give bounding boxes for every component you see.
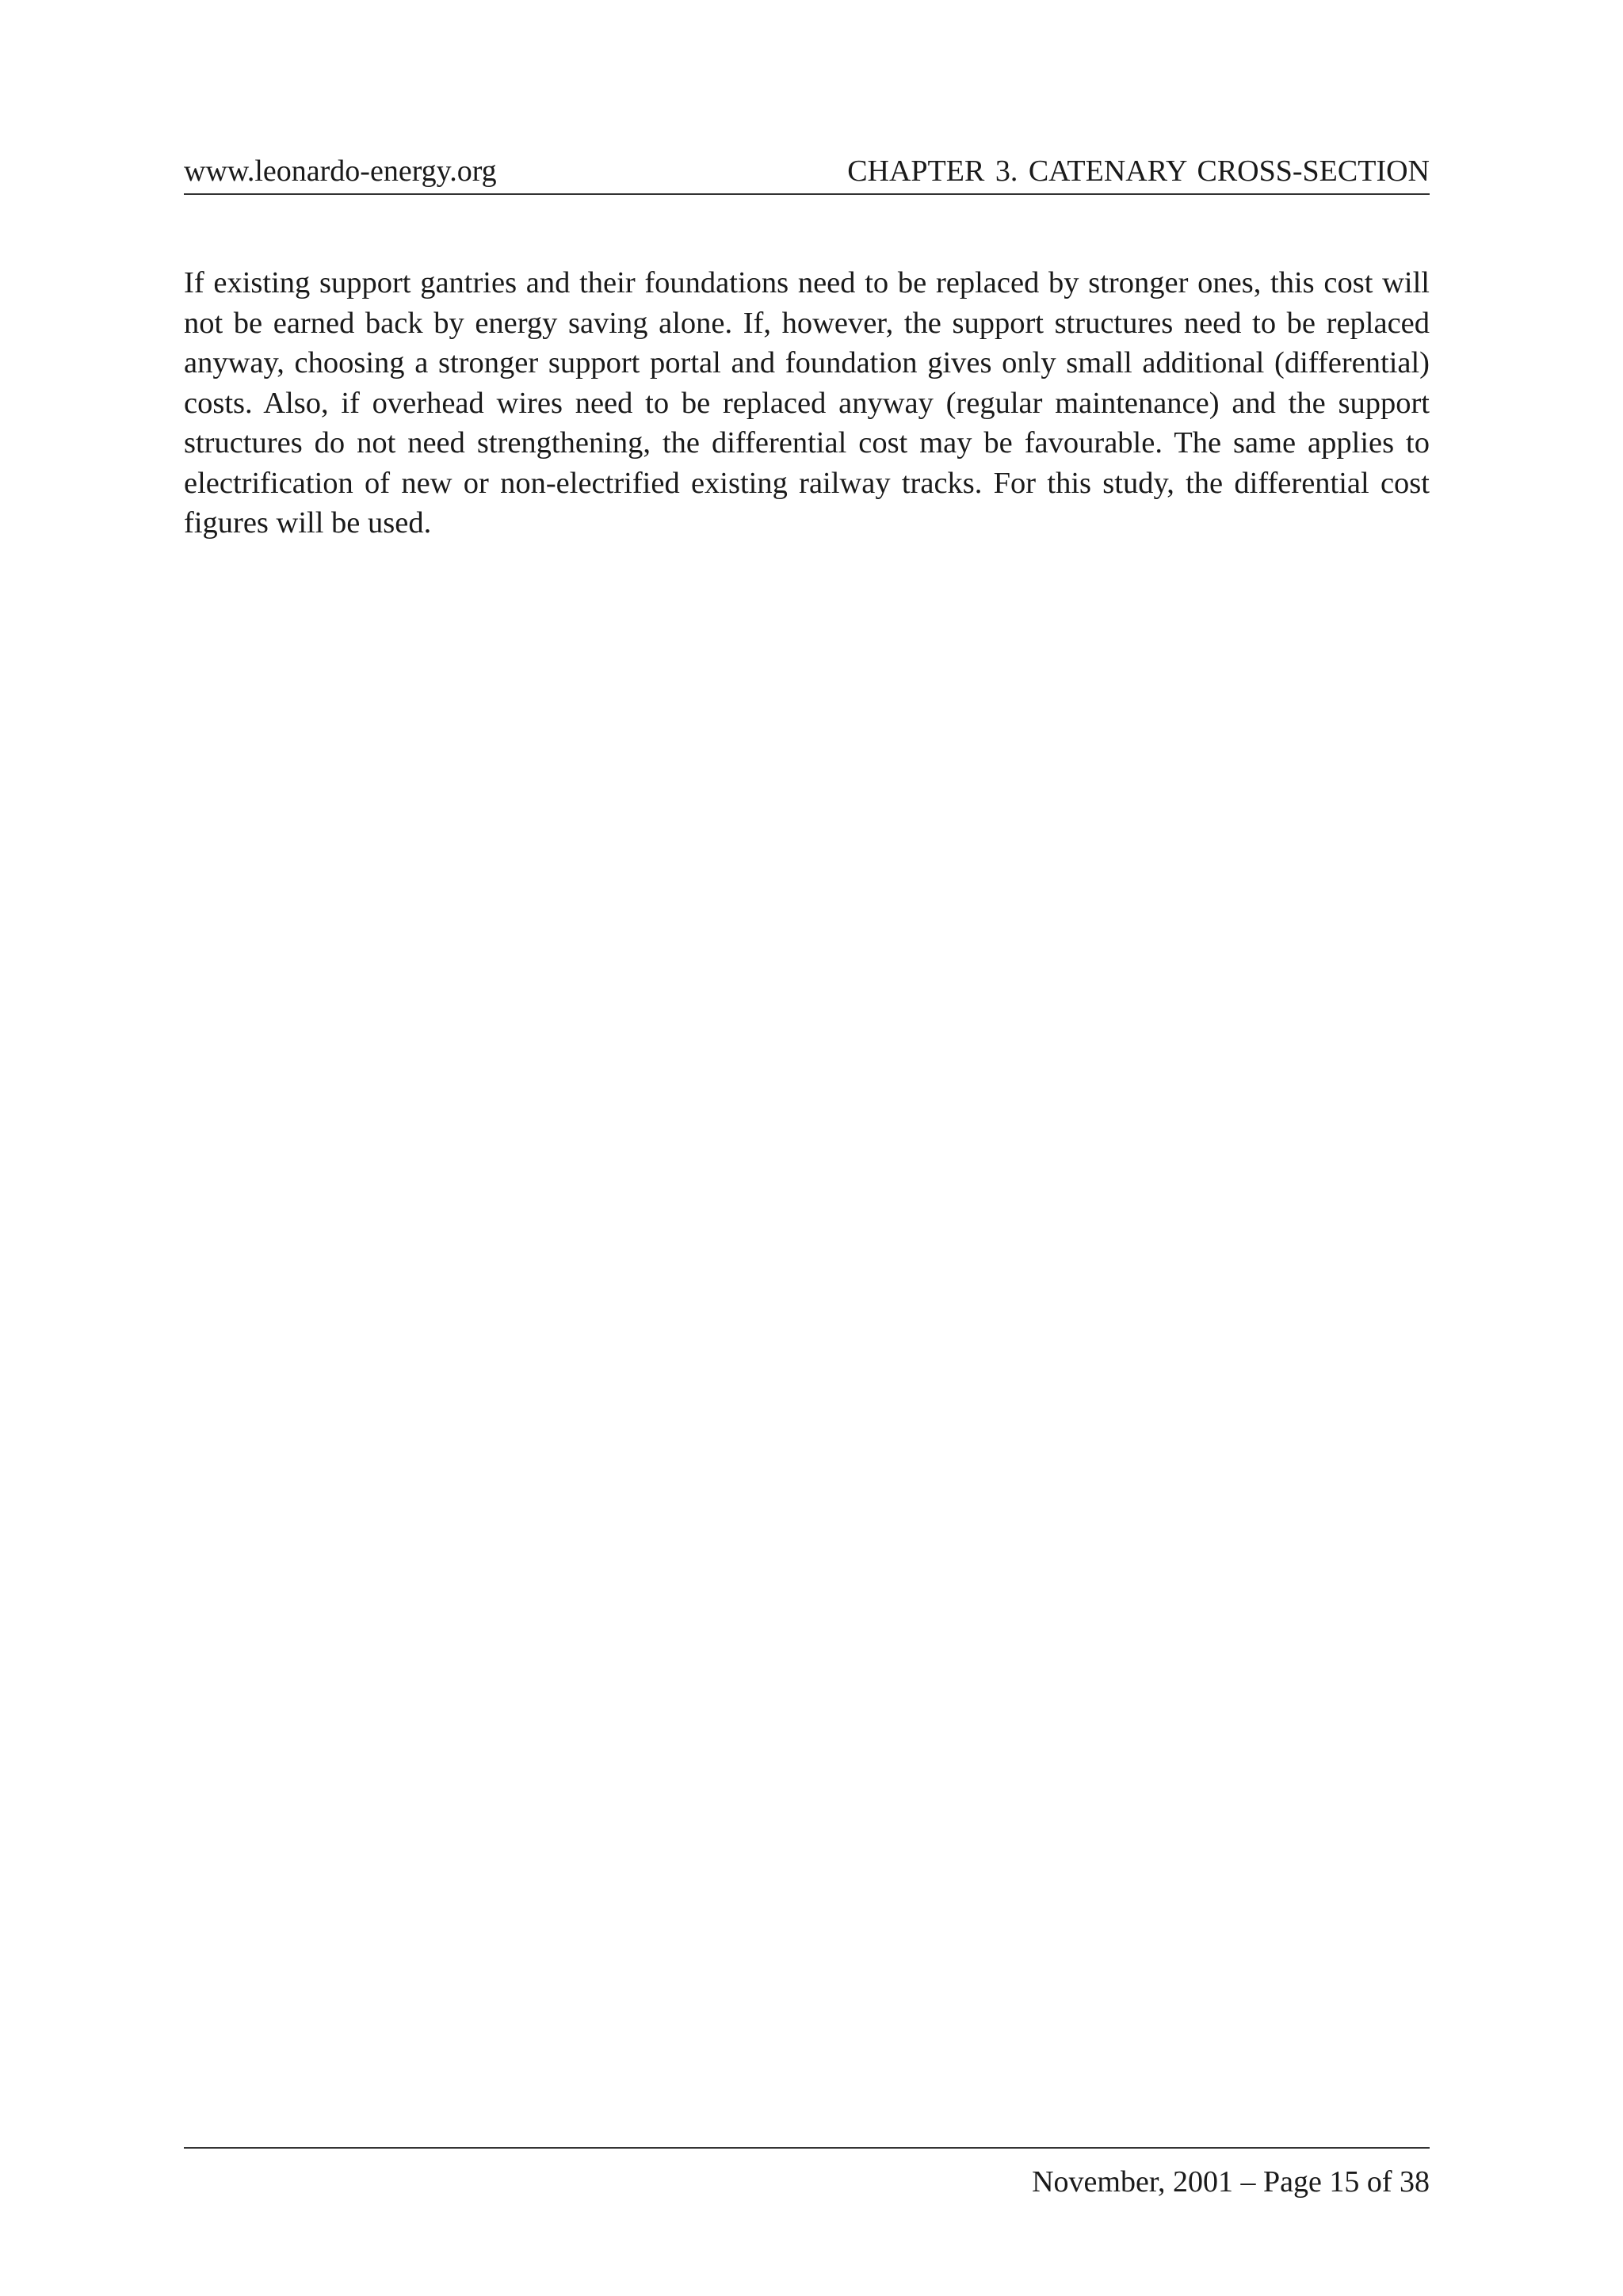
body-paragraph: If existing support gantries and their foundations need to be replaced by stronger ones, this cost will not be earned back by energy saving alone. If, however, the support structures need to be replaced anyway, choosing a stronger support portal and foundation gives only small additional (differential) costs. Also, if overhead wires need to be replaced anyway (regular maintenance) and the support structures do not need strengthening, the differential cost may be favourable. The same applies to electrification of new or non-electrified existing railway tracks. For this study, the differential cost figures will be used. xyxy=(184,266,1430,540)
page-footer xyxy=(184,2147,1430,2199)
header-chapter-title: CHAPTER 3. CATENARY CROSS-SECTION xyxy=(847,154,1430,188)
footer-page-info: November, 2001 – Page 15 of 38 xyxy=(1032,2165,1430,2199)
page-header xyxy=(184,149,1430,195)
header-website: www.leonardo-energy.org xyxy=(184,154,497,188)
